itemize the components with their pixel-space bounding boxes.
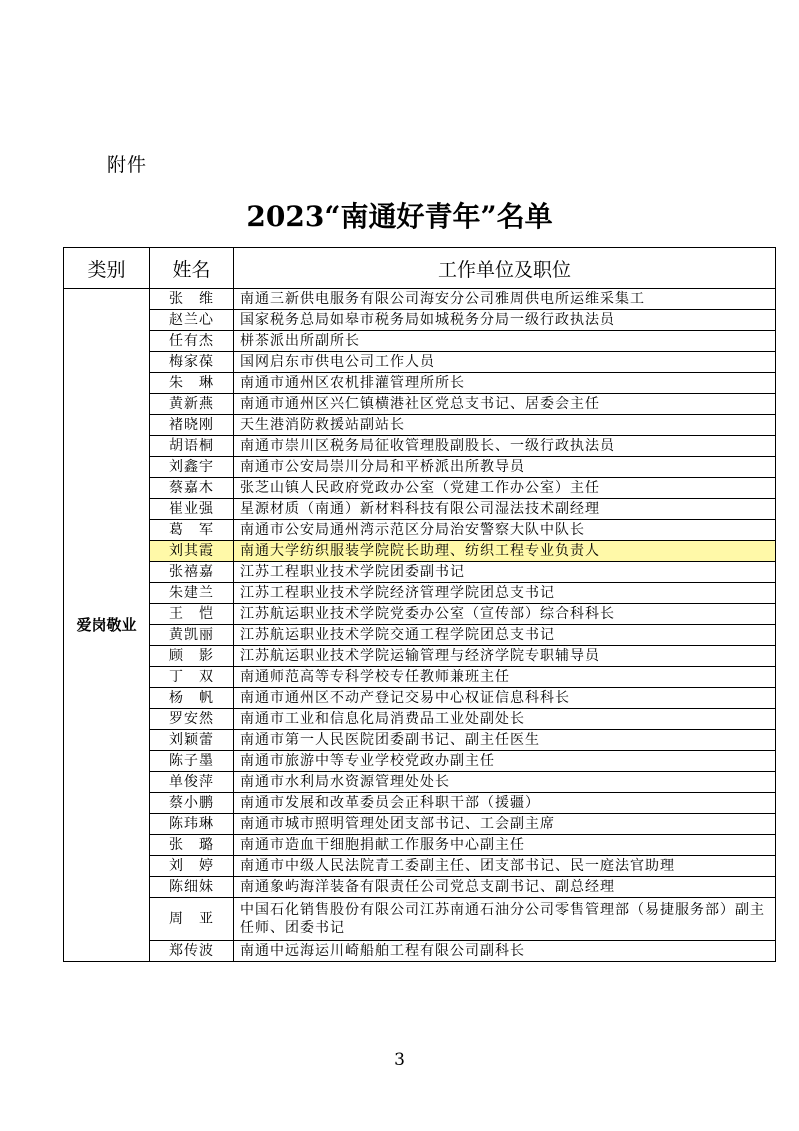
unit-cell: 南通市第一人民医院团委副书记、副主任医生 [234,730,776,751]
table-row [64,814,776,835]
unit-cell: 栟茶派出所副所长 [234,331,776,352]
unit-cell: 南通三新供电服务有限公司海安分公司雅周供电所运维采集工 [234,289,776,310]
unit-cell: 南通市中级人民法院青工委副主任、团支部书记、民一庭法官助理 [234,856,776,877]
page-number: 3 [394,1050,405,1070]
name-cell: 刘其霞 [150,541,234,562]
table-row [64,415,776,436]
unit-cell: 天生港消防救援站副站长 [234,415,776,436]
category-cell: 爱岗敬业 [64,289,150,962]
table-row [64,583,776,604]
table-row-highlighted [64,541,776,562]
table-row [64,457,776,478]
name-cell: 赵兰心 [150,310,234,331]
header-unit: 工作单位及职位 [234,248,776,289]
table-row [64,373,776,394]
table-row [64,856,776,877]
unit-cell: 南通市公安局通州湾示范区分局治安警察大队中队长 [234,520,776,541]
name-cell: 蔡嘉木 [150,478,234,499]
unit-cell: 国家税务总局如皋市税务局如城税务分局一级行政执法员 [234,310,776,331]
header-name: 姓名 [150,248,234,289]
unit-cell: 星源材质（南通）新材料科技有限公司湿法技术副经理 [234,499,776,520]
table-row [64,793,776,814]
unit-cell: 江苏工程职业技术学院团委副书记 [234,562,776,583]
name-cell: 任有杰 [150,331,234,352]
name-cell: 褚晓刚 [150,415,234,436]
name-cell: 蔡小鹏 [150,793,234,814]
name-cell: 顾 影 [150,646,234,667]
table-row [64,310,776,331]
unit-cell: 南通市造血干细胞捐献工作服务中心副主任 [234,835,776,856]
table-row [64,941,776,962]
table-row [64,730,776,751]
unit-cell: 南通市发展和改革委员会正科职干部（援疆） [234,793,776,814]
name-cell: 梅家葆 [150,352,234,373]
unit-cell: 张芝山镇人民政府党政办公室（党建工作办公室）主任 [234,478,776,499]
table-row [64,478,776,499]
table-row [64,436,776,457]
name-cell: 陈玮琳 [150,814,234,835]
document-title: 2023“南通好青年”名单 [246,200,553,233]
name-cell: 黄凯丽 [150,625,234,646]
unit-cell: 南通象屿海洋装备有限责任公司党总支副书记、副总经理 [234,877,776,898]
name-cell: 丁 双 [150,667,234,688]
table-row [64,877,776,898]
name-cell: 杨 帆 [150,688,234,709]
name-cell: 刘 婷 [150,856,234,877]
name-cell: 张 维 [150,289,234,310]
table-row [64,562,776,583]
table-row [64,394,776,415]
table-row [64,751,776,772]
unit-cell: 南通市通州区农机排灌管理所所长 [234,373,776,394]
name-cell: 胡语桐 [150,436,234,457]
table-header-row [64,248,776,289]
table-row [64,520,776,541]
name-cell: 郑传波 [150,941,234,962]
unit-cell: 江苏航运职业技术学院交通工程学院团总支书记 [234,625,776,646]
unit-cell: 南通市崇川区税务局征收管理股副股长、一级行政执法员 [234,436,776,457]
table-row [64,667,776,688]
table-row [64,331,776,352]
name-cell: 周 亚 [150,898,234,941]
table-row [64,898,776,941]
name-cell: 崔业强 [150,499,234,520]
roster-table [63,247,776,962]
name-cell: 刘鑫宇 [150,457,234,478]
table-row [64,289,776,310]
table-row [64,835,776,856]
table-row [64,604,776,625]
unit-cell: 南通师范高等专科学校专任教师兼班主任 [234,667,776,688]
table-row [64,709,776,730]
unit-cell: 江苏航运职业技术学院运输管理与经济学院专职辅导员 [234,646,776,667]
unit-cell: 南通市公安局崇川分局和平桥派出所教导员 [234,457,776,478]
unit-cell: 南通市通州区不动产登记交易中心权证信息科科长 [234,688,776,709]
name-cell: 朱 琳 [150,373,234,394]
unit-cell: 国网启东市供电公司工作人员 [234,352,776,373]
unit-cell: 南通市工业和信息化局消费品工业处副处长 [234,709,776,730]
header-category: 类别 [64,248,150,289]
unit-cell: 江苏航运职业技术学院党委办公室（宣传部）综合科科长 [234,604,776,625]
table-row [64,625,776,646]
unit-cell: 南通市水利局水资源管理处处长 [234,772,776,793]
name-cell: 葛 军 [150,520,234,541]
name-cell: 罗安然 [150,709,234,730]
unit-cell: 南通市通州区兴仁镇横港社区党总支书记、居委会主任 [234,394,776,415]
name-cell: 陈细妹 [150,877,234,898]
table-row [64,352,776,373]
name-cell: 张 璐 [150,835,234,856]
unit-cell: 中国石化销售股份有限公司江苏南通石油分公司零售管理部（易捷服务部）副主任师、团委书记 [234,898,776,941]
name-cell: 朱建兰 [150,583,234,604]
name-cell: 王 恺 [150,604,234,625]
unit-cell: 南通市旅游中等专业学校党政办副主任 [234,751,776,772]
table-row [64,772,776,793]
unit-cell: 南通市城市照明管理处团支部书记、工会副主席 [234,814,776,835]
unit-cell: 江苏工程职业技术学院经济管理学院团总支书记 [234,583,776,604]
name-cell: 刘颖蕾 [150,730,234,751]
table-row [64,688,776,709]
name-cell: 黄新燕 [150,394,234,415]
attachment-label: 附件 [107,154,148,176]
name-cell: 张禧嘉 [150,562,234,583]
table-row [64,646,776,667]
name-cell: 陈子墨 [150,751,234,772]
table-row [64,499,776,520]
unit-cell: 南通大学纺织服装学院院长助理、纺织工程专业负责人 [234,541,776,562]
name-cell: 单俊萍 [150,772,234,793]
unit-cell: 南通中远海运川崎船舶工程有限公司副科长 [234,941,776,962]
